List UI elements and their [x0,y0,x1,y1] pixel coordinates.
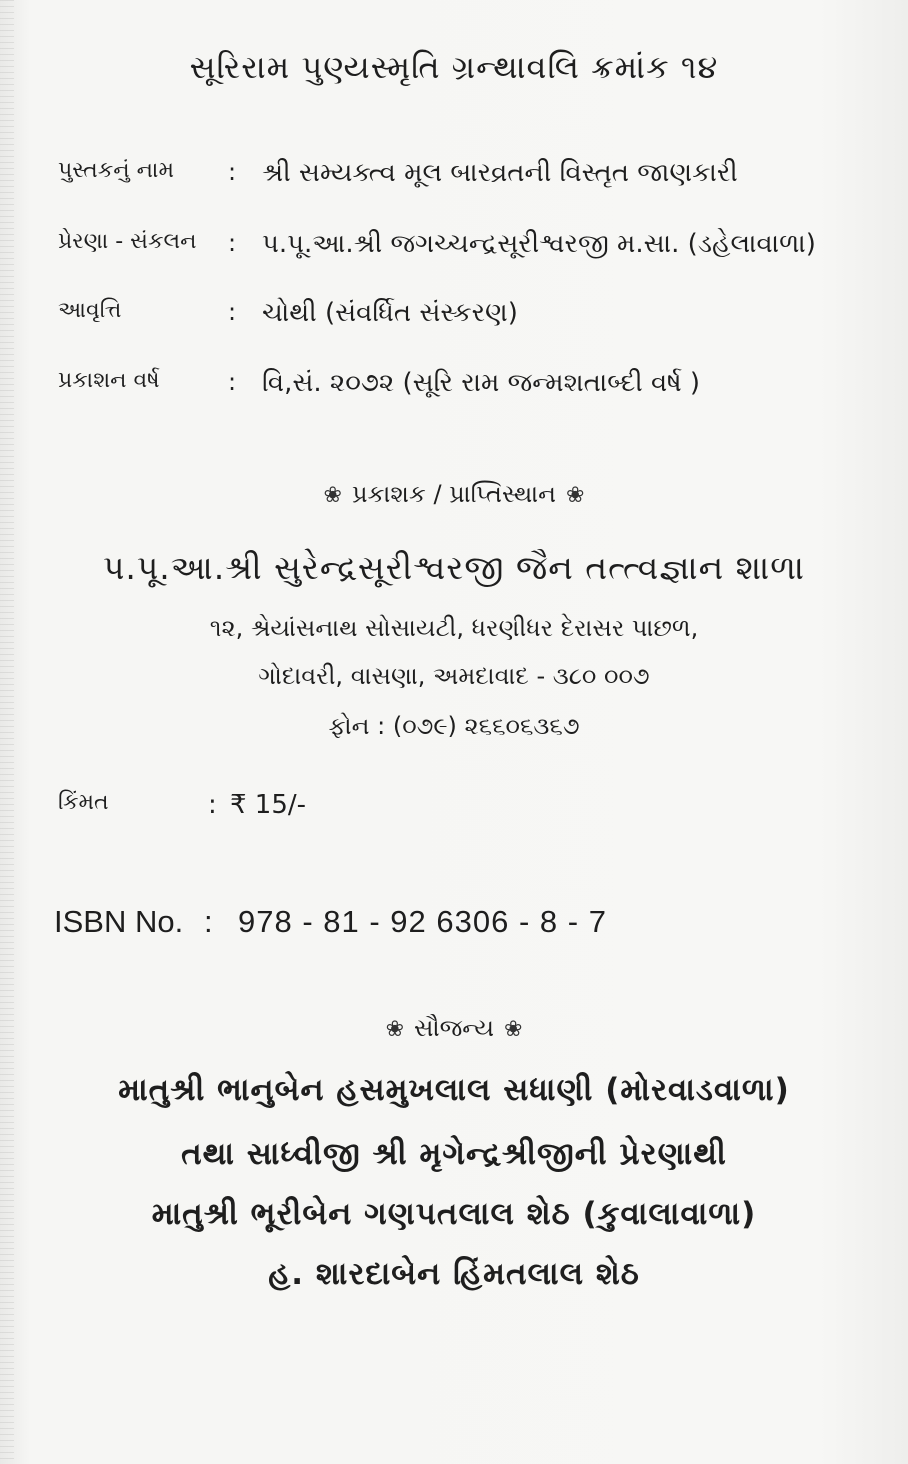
inspiration-value: પ.પૂ.આ.શ્રી જગચ્ચન્દ્રસૂરીશ્વરજી મ.સા. (ડહેલાવાળા) [262,229,816,259]
courtesy-heading-text: સૌજન્ય [414,1014,494,1042]
flower-ornament-icon: ❀ [504,1017,523,1042]
inspiration-label: પ્રેરણા - સંકલન [58,229,197,254]
publisher-heading [0,480,908,508]
colon: : [228,229,237,257]
sponsor-line-4: હ. શારદાબેન હિંમતલાલ શેઠ [268,1256,640,1292]
flower-ornament-icon: ❀ [323,483,342,508]
price-label: કિંમત [58,790,109,815]
publisher-heading-text: પ્રકાશક / પ્રાપ્તિસ્થાન [351,480,557,508]
publication-year-label: પ્રકાશન વર્ષ [58,368,160,393]
price-value: ₹ 15/- [230,790,307,820]
colon: : [204,904,213,939]
price-row [58,790,306,820]
courtesy-heading [0,1014,908,1042]
book-name-value: શ્રી સમ્યક્ત્વ મૂલ બારવ્રતની વિસ્તૃત જાણકારી [262,158,738,188]
sponsor-line-3: માતુશ્રી ભૂરીબેન ગણપતલાલ શેઠ (કુવાલાવાળા) [151,1196,757,1232]
publication-year-row [58,368,700,399]
isbn-row [54,904,607,940]
flower-ornament-icon: ❀ [566,483,585,508]
sponsor-line-2: તથા સાધ્વીજી શ્રી મૃગેન્દ્રશ્રીજીની પ્રેરણાથી [181,1136,727,1172]
publication-year-value: વિ,સં. ૨૦૭૨ (સૂરિ રામ જન્મશતાબ્દી વર્ષ ) [262,368,701,398]
colon: : [208,790,217,820]
isbn-label: ISBN No. [54,904,184,939]
flower-ornament-icon: ❀ [385,1017,404,1042]
book-name-row [58,158,738,189]
colon: : [228,368,237,396]
isbn-value: 978 - 81 - 92 6306 - 8 - 7 [238,904,607,939]
inspiration-row [58,229,816,260]
colon: : [228,298,237,326]
edition-label: આવૃત્તિ [58,298,122,323]
publisher-phone: ફોન : (૦૭૯) ૨૬૬૦૬૩૬૭ [328,712,580,740]
series-title: સૂરિરામ પુણ્યસ્મૃતિ ગ્રન્થાવલિ ક્રમાંક ૧૪ [189,48,719,86]
book-name-label: પુસ્તકનું નામ [58,158,174,183]
sponsor-line-1: માતુશ્રી ભાનુબેન હસમુખલાલ સધાણી (મોરવાડવાળા) [118,1072,790,1108]
publisher-address-line-2: ગોદાવરી, વાસણા, અમદાવાદ - ૩૮૦ ૦૦૭ [258,662,650,690]
colon: : [228,158,237,186]
edition-row [58,298,518,329]
edition-value: ચોથી (સંવર્ધિત સંસ્કરણ) [262,298,518,328]
publisher-address-line-1: ૧૨, શ્રેયાંસનાથ સોસાયટી, ધરણીધર દેરાસર પાછળ, [209,614,699,642]
publisher-name: પ.પૂ.આ.શ્રી સુરેન્દ્રસૂરીશ્વરજી જૈન તત્ત્વજ્ઞાન શાળા [102,548,806,587]
